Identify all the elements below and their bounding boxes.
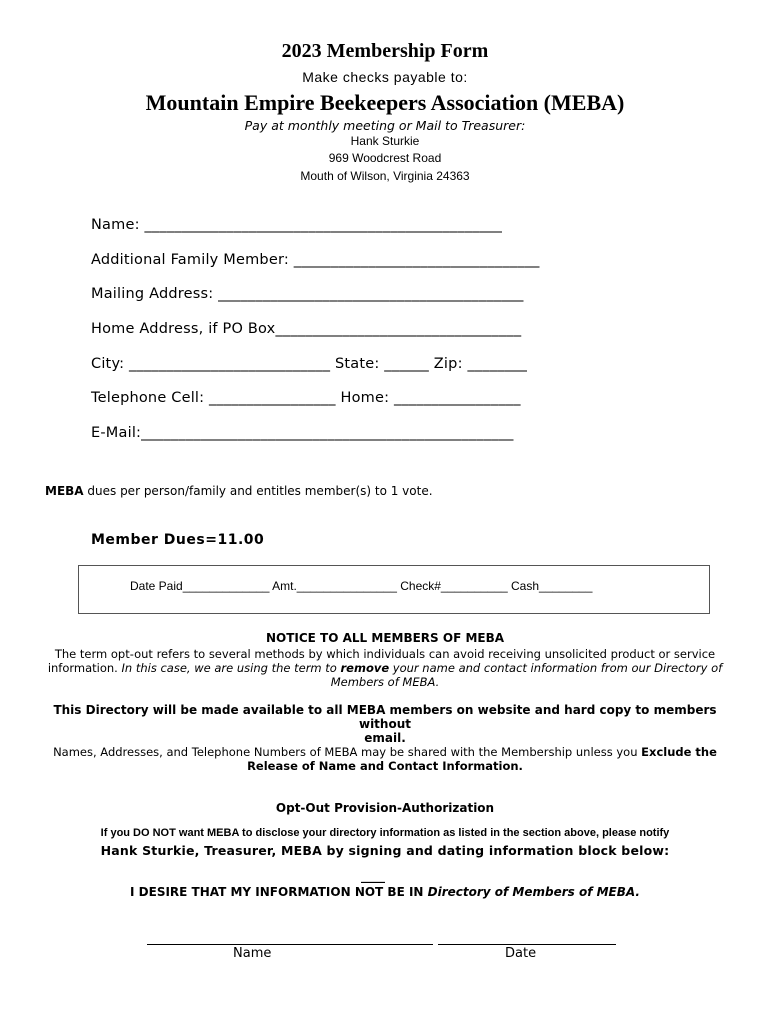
optout-line1: If you DO NOT want MEBA to disclose your directory information as listed in the section above, please notify	[100, 827, 670, 839]
signature-date-label: Date	[505, 946, 537, 961]
family-member-field[interactable]: Additional Family Member: _________________________________	[91, 252, 540, 268]
home-address-field[interactable]: Home Address, if PO Box_________________________________	[91, 321, 522, 337]
shared-paragraph	[30, 745, 740, 773]
mailing-address-field[interactable]: Mailing Address: _________________________________________	[91, 286, 524, 302]
directory-paragraph	[30, 703, 740, 745]
dues-statement-text: dues per person/family and entitles member(s) to 1 vote.	[83, 484, 433, 498]
payment-record-line[interactable]: Date Paid_____________ Amt._______________ Check#__________ Cash________	[130, 579, 593, 593]
notice-line1: The term opt-out refers to several methods by which individuals can avoid receiving unsolicited product or service	[54, 647, 716, 661]
shared-line1: Names, Addresses, and Telephone Numbers of MEBA may be shared with the Membership unless you Exclude the	[53, 745, 717, 759]
dues-meba-label: MEBA	[45, 484, 84, 498]
member-dues: Member Dues=11.00	[91, 532, 265, 548]
notice-line2: information. In this case, we are using the term to remove your name and contact information from our Directory of	[47, 661, 723, 675]
email-field[interactable]: E-Mail:__________________________________________________	[91, 425, 514, 441]
signature-name-line[interactable]	[147, 944, 433, 945]
shared-line2: Release of Name and Contact Information.	[247, 759, 523, 773]
directory-line2: email.	[364, 731, 406, 745]
optout-desire-statement: I DESIRE THAT MY INFORMATION NOT BE IN Directory of Members of MEBA.	[130, 885, 640, 899]
city-state-zip-field[interactable]: City: ___________________________ State: ______ Zip: ________	[91, 356, 528, 372]
name-field[interactable]: Name: ________________________________________________	[91, 217, 503, 233]
form-title: 2023 Membership Form	[281, 40, 489, 62]
telephone-field[interactable]: Telephone Cell: _________________ Home: _________________	[91, 390, 521, 406]
treasurer-address-line2: Mouth of Wilson, Virginia 24363	[300, 169, 470, 183]
optout-line2: Hank Sturkie, Treasurer, MEBA by signing and dating information block below:	[100, 843, 670, 858]
notice-line3: Members of MEBA.	[330, 675, 440, 689]
signature-name-label: Name	[233, 946, 272, 961]
optout-heading: Opt-Out Provision-Authorization	[275, 801, 495, 815]
organization-name: Mountain Empire Beekeepers Association (MEBA)	[145, 90, 625, 115]
treasurer-address-line1: 969 Woodcrest Road	[328, 151, 442, 165]
payable-to-label: Make checks payable to:	[302, 69, 468, 85]
notice-paragraph	[30, 647, 740, 689]
pay-instruction: Pay at monthly meeting or Mail to Treasurer:	[244, 118, 526, 133]
dues-statement	[45, 484, 433, 498]
directory-line1: This Directory will be made available to all MEBA members on website and hard copy to members without	[53, 703, 717, 731]
treasurer-name: Hank Sturkie	[350, 134, 420, 148]
notice-heading: NOTICE TO ALL MEMBERS OF MEBA	[265, 631, 505, 645]
optout-checkbox-line[interactable]: ____	[361, 869, 385, 883]
signature-date-line[interactable]	[438, 944, 616, 945]
